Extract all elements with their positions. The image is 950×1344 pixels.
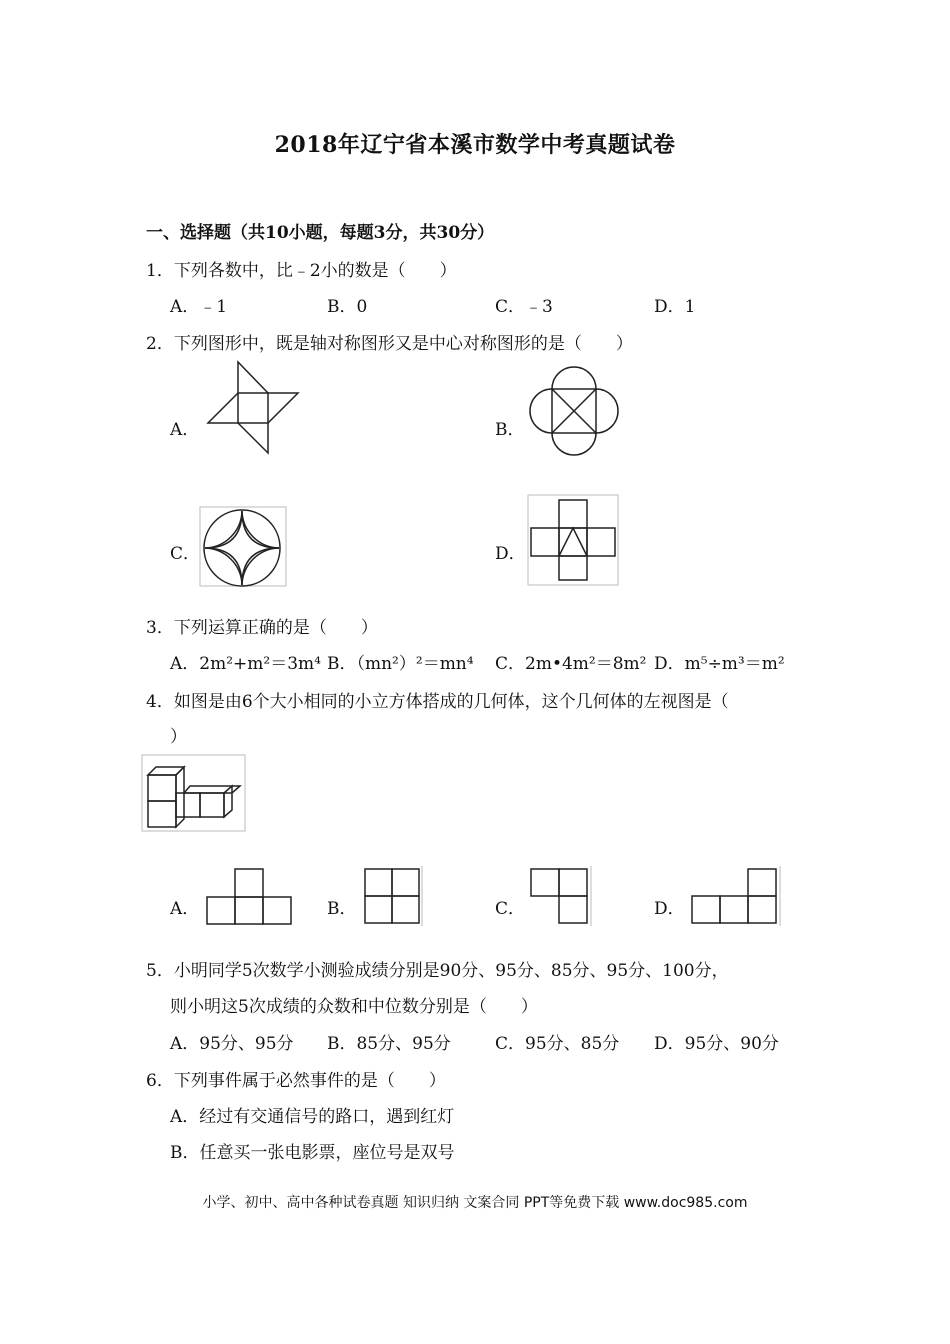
question-2-label-d: D． (495, 544, 526, 564)
question-3-option-c: C．2m•4m²＝8m² (495, 654, 647, 674)
question-2-label-a: A． (170, 420, 200, 440)
figure-4b-view (362, 866, 424, 926)
figure-2c-circle-concave-square (198, 505, 288, 587)
question-1-option-d: D．1 (654, 297, 696, 317)
section-heading: 一、选择题（共10小题，每题3分，共30分） (146, 223, 495, 243)
figure-4c-view (528, 866, 594, 926)
question-6-option-a: A．经过有交通信号的路口，遇到红灯 (170, 1107, 455, 1127)
question-5-option-b: B．85分、95分 (327, 1034, 451, 1054)
question-2-label-b: B． (495, 420, 525, 440)
question-5-option-d: D．95分、90分 (654, 1034, 779, 1054)
question-2-stem: 2．下列图形中，既是轴对称图形又是中心对称图形的是（ ） (146, 334, 633, 354)
question-4-label-d: D． (654, 899, 685, 919)
question-4-label-b: B． (327, 899, 357, 919)
question-5-option-a: A．95分、95分 (170, 1034, 294, 1054)
question-5-stem: 5．小明同学5次数学小测验成绩分别是90分、95分、85分、95分、100分， (146, 961, 729, 981)
question-1-option-b: B．0 (327, 297, 368, 317)
question-1-stem: 1．下列各数中，比﹣2小的数是（ ） (146, 261, 457, 281)
figure-4d-view (690, 866, 782, 926)
question-4-stem: 4．如图是由6个大小相同的小立方体搭成的几何体，这个几何体的左视图是（ (146, 692, 729, 712)
figure-4a-view (205, 866, 295, 926)
question-4-label-a: A． (170, 899, 200, 919)
figure-4-cube-stack (142, 755, 247, 833)
question-3-option-a: A．2m²+m²＝3m⁴ (170, 654, 321, 674)
question-4-stem-cont: ） (170, 727, 187, 747)
question-3-stem: 3．下列运算正确的是（ ） (146, 618, 378, 638)
question-5-stem-cont: 则小明这5次成绩的众数和中位数分别是（ ） (170, 997, 538, 1017)
page-title: 2018年辽宁省本溪市数学中考真题试卷 (274, 132, 676, 158)
question-2-label-c: C． (170, 544, 201, 564)
page-footer: 小学、初中、高中各种试卷真题 知识归纳 文案合同 PPT等免费下载 www.doc985.com (202, 1195, 748, 1211)
question-3-option-b: B．（mn²）²＝mn⁴ (327, 654, 474, 674)
question-5-option-c: C．95分、85分 (495, 1034, 620, 1054)
question-1-option-c: C．﹣3 (495, 297, 553, 317)
figure-2d-cross-triangle (528, 495, 620, 587)
question-3-option-d: D．m⁵÷m³＝m² (654, 654, 785, 674)
question-4-label-c: C． (495, 899, 526, 919)
question-6-stem: 6．下列事件属于必然事件的是（ ） (146, 1071, 446, 1091)
question-6-option-b: B．任意买一张电影票，座位号是双号 (170, 1143, 455, 1163)
figure-2a-pinwheel (200, 360, 300, 455)
question-1-option-a: A．﹣1 (170, 297, 228, 317)
figure-2b-square-semicircles (528, 365, 620, 457)
